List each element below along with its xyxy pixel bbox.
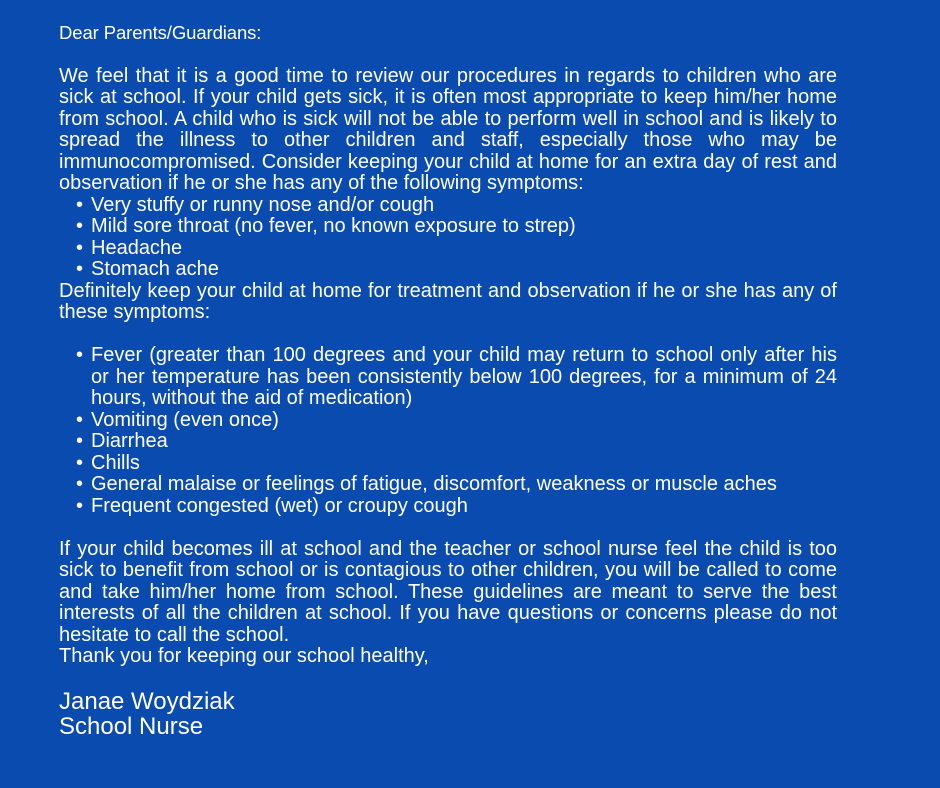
list-item: • Very stuffy or runny nose and/or cough [76,193,435,216]
bullet-icon: • [76,451,84,474]
signature-name: Janae Woydziak [59,688,235,715]
bullet-icon: • [76,215,84,237]
closing-paragraph: If your child becomes ill at school and the teacher or school nurse feel the child is too sick to benefit from school or is contagious to other children, you will be called to come and take him/her home from school. These guidelines are meant to serve the best interests of all the children at school. If you have questions or concerns please do not hesitate to call the school. [59,537,837,646]
spacer [59,517,837,539]
bullet-icon: • [76,473,84,495]
bullet-icon: • [76,193,84,216]
bullet-icon: • [76,236,84,259]
mild-symptoms-list [59,195,837,281]
spacer [59,324,837,346]
definite-intro-paragraph: Definitely keep your child at home for treatment and observation if he or she has any of these symptoms: [59,279,837,323]
bullet-icon: • [76,494,84,517]
bullet-icon: • [76,408,84,431]
thanks-line: Thank you for keeping our school healthy, [59,645,429,667]
list-item: • Stomach ache [76,258,219,280]
bullet-icon: • [76,430,84,452]
spacer [59,668,837,690]
intro-paragraph: We feel that it is a good time to review our procedures in regards to children who are sick at school. If your child gets sick, it is often most appropriate to keep him/her home from school. A child who is sick will not be able to perform well in school and is likely to spread the illness to other children and staff, especially those who may be immunocompromised. Consider keeping your child at home for an extra day of rest and observation if he or she has any of the following symptoms: [59,64,837,194]
list-item: • Vomiting (even once) [76,408,279,431]
list-item: • Headache [76,236,183,259]
bullet-icon: • [76,344,84,366]
signature-title: School Nurse [59,713,204,740]
list-item: • Diarrhea [76,430,168,452]
serious-symptoms-list [59,345,837,517]
bullet-icon: • [76,258,84,280]
list-item: • Chills [76,451,140,474]
list-item: • Frequent congested (wet) or croupy cough [76,494,468,517]
list-item: • Mild sore throat (no fever, no known exposure to strep) [76,215,576,237]
list-item: • Fever (greater than 100 degrees and your child may return to school only after his or her temperature has been consistently below 100 degrees, for a minimum of 24 hours, without the aid of medication) [76,344,837,409]
salutation: Dear Parents/Guardians: [59,22,262,43]
list-item: • General malaise or feelings of fatigue, discomfort, weakness or muscle aches [76,473,777,495]
